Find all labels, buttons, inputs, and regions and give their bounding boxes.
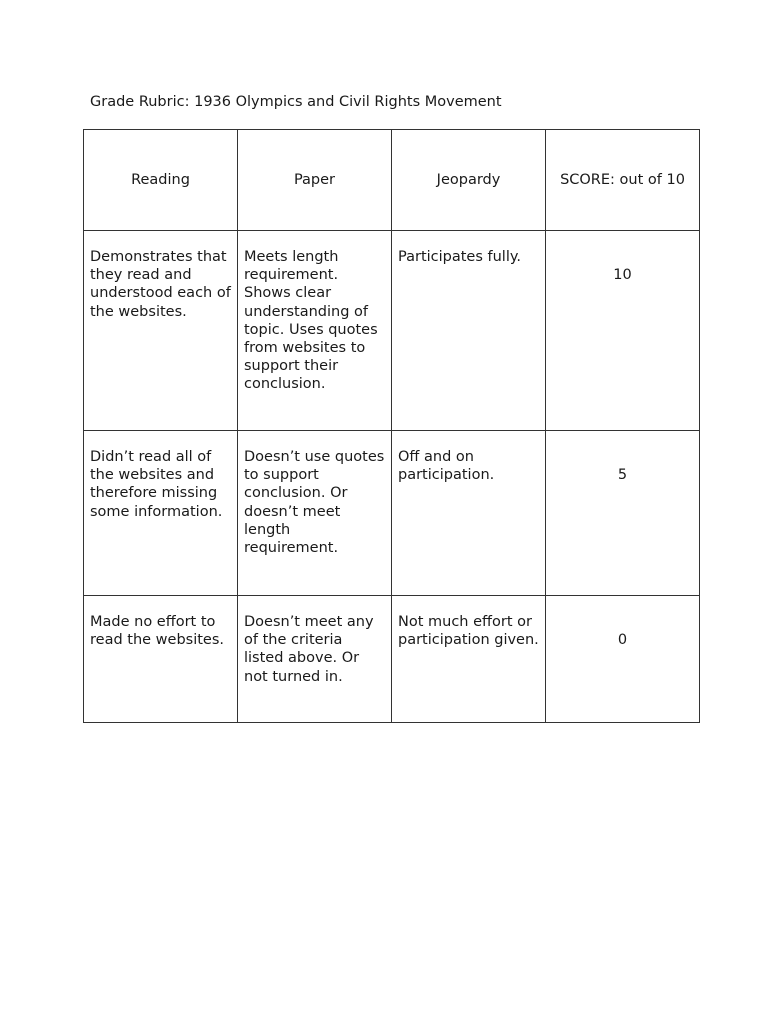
document-title: Grade Rubric: 1936 Olympics and Civil Rights Movement (90, 94, 502, 110)
rubric-table (83, 129, 700, 723)
jeopardy-cell: Participates fully. (392, 231, 546, 431)
reading-cell: Made no effort to read the websites. (84, 596, 238, 723)
score-cell: 10 (546, 231, 700, 431)
paper-cell: Doesn’t use quotes to support conclusion. Or doesn’t meet length requirement. (238, 431, 392, 596)
jeopardy-cell: Off and on participation. (392, 431, 546, 596)
paper-cell: Doesn’t meet any of the criteria listed above. Or not turned in. (238, 596, 392, 723)
header-paper: Paper (238, 130, 392, 231)
table-row (84, 596, 700, 723)
reading-cell: Didn’t read all of the websites and therefore missing some information. (84, 431, 238, 596)
header-jeopardy: Jeopardy (392, 130, 546, 231)
score-cell: 5 (546, 431, 700, 596)
jeopardy-cell: Not much effort or participation given. (392, 596, 546, 723)
table-row (84, 231, 700, 431)
table-row (84, 431, 700, 596)
paper-cell: Meets length requirement. Shows clear understanding of topic. Uses quotes from websites to support their conclusion. (238, 231, 392, 431)
table-header-row (84, 130, 700, 231)
score-cell: 0 (546, 596, 700, 723)
header-score: SCORE: out of 10 (546, 130, 700, 231)
reading-cell: Demonstrates that they read and understood each of the websites. (84, 231, 238, 431)
header-reading: Reading (84, 130, 238, 231)
